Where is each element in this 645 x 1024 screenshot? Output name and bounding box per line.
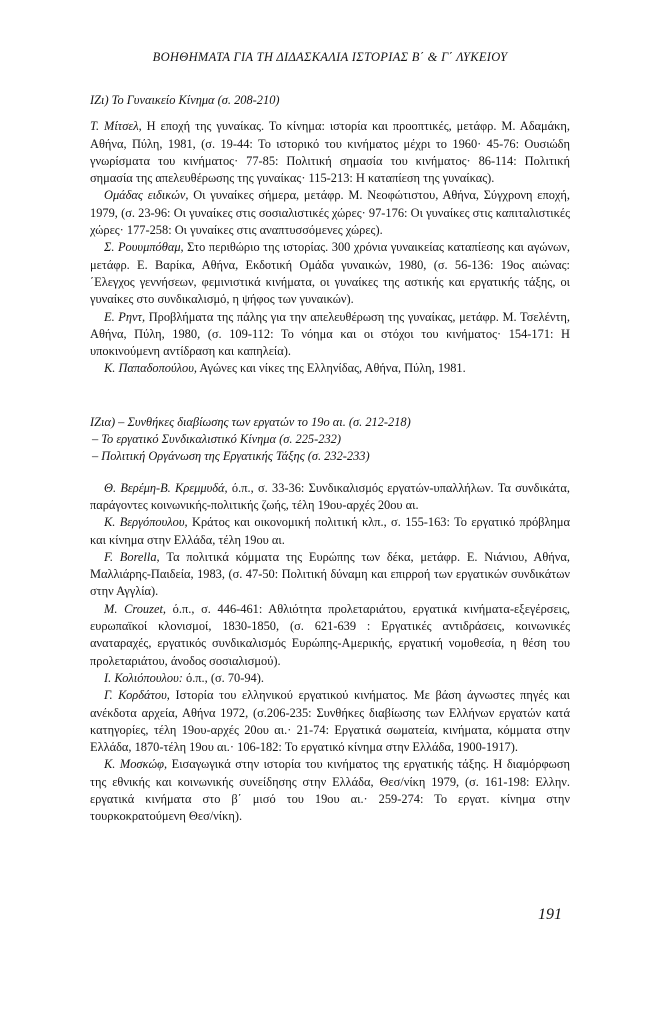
section-title-workers: ΙΖια) – Συνθήκες διαβίωσης των εργατών το 19ο αι. (σ. 212-218) — [90, 414, 411, 429]
reference-entry — [90, 601, 570, 670]
reference-entry — [90, 549, 570, 601]
reference-author: Κ. Μοσκώφ, — [104, 757, 168, 772]
reference-author: Θ. Βερέμη-Β. Κρεμμυδά, — [104, 480, 228, 495]
reference-author: Γ. Κορδάτου, — [104, 688, 170, 703]
reference-entry — [90, 187, 570, 239]
reference-author: Κ. Βεργόπουλου, — [104, 515, 188, 530]
reference-author: Ομάδας ειδικών, — [104, 188, 189, 203]
reference-text: Οι γυναίκες σήμερα, μετάφρ. Μ. Νεοφώτιστου, Αθήνα, Σύγχρονη εποχή, 1979, (σ. 23-96: Οι γυναίκες στις σοσιαλιστικές χώρες· 97-176: Οι γυναίκες στις καπιταλιστικές χώρες· 177-258: Οι γυναίκες στις αναπτυσσόμενες χώρες). — [90, 188, 570, 238]
reference-text: Τα πολιτικά κόμματα της Ευρώπης των δέκα, μετάφρ. Ε. Νιάνιου, Αθήνα, Μαλλιάρης-Παιδεία, 1983, (σ. 47-50: Πολιτική δύναμη και επιρροή των εργατικών συνδικάτων στην Αγγλία). — [90, 549, 570, 599]
reference-list-womens-movement — [90, 118, 570, 377]
reference-text: Η εποχή της γυναίκας. Το κίνημα: ιστορία και προοπτικές, μετάφρ. Μ. Αδαμάκη, Αθήνα, Πύλη, 1981, (σ. 19-44: Το ιστορικό του κινήματος μέχρι το 1960· 45-76: Ουσιώδη γνωρίσματα του κινήματος· 77-85: Πολιτική σημασία του κινήματος· 86-114: Πολιτική σημασία της απελευθέρωσης της γυναίκας· 115-213: Η καταπίεση της γυναίκας). — [90, 119, 570, 186]
running-header: ΒΟΗΘΗΜΑΤΑ ΓΙΑ ΤΗ ΔΙΔΑΣΚΑΛΙΑ ΙΣΤΟΡΙΑΣ Β΄ & Γ΄ ΛΥΚΕΙΟΥ — [152, 50, 508, 64]
reference-text: Προβλήματα της πάλης για την απελευθέρωση της γυναίκας, μετάφρ. Μ. Τσελέντη, Αθήνα, Πύλη, 1980, (σ. 109-112: Το νόημα και οι στόχοι του κινήματος· 154-171: Η υποκινούμενη αντίδραση και καπηλεία). — [90, 309, 571, 359]
reference-text: Ιστορία του ελληνικού εργατικού κινήματος. Με βάση άγνωστες πηγές και ανέκδοτα αρχεία, Αθήνα 1972, (σ.206-235: Συνθήκες διαβίωσης των Ελλήνων εργατών κατά κατηγορίες, τέλη 19ου-αρχές 20ου αι.· 21-74: Εργατικά σωματεία, κινήματα, κόμματα στην Ελλάδα, 1870-τέλη 19ου αι.· 106-182: Το εργατικό κίνημα στην Ελλάδα, 1900-1917). — [90, 688, 570, 755]
reference-author: Ε. Ρηντ, — [104, 309, 146, 324]
reference-author: F. Borella, — [104, 549, 160, 564]
section-spacer — [90, 466, 570, 480]
reference-entry — [90, 360, 570, 377]
section-subtitle: – Το εργατικό Συνδικαλιστικό Κίνημα (σ. 225-232) — [92, 432, 341, 447]
section-spacer — [90, 378, 570, 414]
reference-text: Στο περιθώριο της ιστορίας. 300 χρόνια γυναικείας καταπίεσης και αγώνων, μετάφρ. Ε. Βαρίκα, Αθήνα, Εκδοτική Ομάδα γυναικών, 1980, (σ. 56-136: 19ος αιώνας: ΄Ελεγχος γεννήσεων, φεμινιστικά κινήματα, οι γυναίκες της αστικής και εργατικής τάξης, οι γυναίκες στο συνδικαλισμό, η ψήφος των γυναικών). — [90, 240, 570, 307]
reference-entry — [90, 514, 570, 549]
reference-author: Σ. Ρουυμπόθαμ, — [104, 240, 184, 255]
reference-list-workers — [90, 480, 570, 826]
reference-author: M. Crouzet, — [104, 601, 166, 616]
reference-entry — [90, 687, 570, 756]
reference-author: Κ. Παπαδοπούλου, — [104, 361, 198, 376]
section-title-womens-movement: ΙΖι) Το Γυναικείο Κίνημα (σ. 208-210) — [90, 93, 280, 107]
page-number: 191 — [538, 906, 562, 923]
reference-entry — [90, 118, 570, 187]
reference-entry — [90, 670, 570, 687]
reference-entry — [90, 756, 570, 825]
reference-text: ό.π., (σ. 70-94). — [182, 670, 264, 685]
reference-text: Κράτος και οικονομική πολιτική κλπ., σ. 155-163: Το εργατικό πρόβλημα και κίνημα στην Ελλάδα, τέλη 19ου αι. — [90, 515, 570, 547]
reference-author: Τ. Μίτσελ, — [90, 119, 142, 134]
reference-text: Αγώνες και νίκες της Ελληνίδας, Αθήνα, Πύλη, 1981. — [197, 361, 466, 376]
reference-entry — [90, 480, 570, 515]
section-subtitle: – Πολιτική Οργάνωση της Εργατικής Τάξης (σ. 232-233) — [92, 449, 370, 464]
reference-entry — [90, 309, 570, 361]
reference-text: ό.π., σ. 33-36: Συνδικαλισμός εργατών-υπαλλήλων. Τα συνδικάτα, παράγοντες κοινωνικής-πολιτικής ζωής, τέλη 19ου-αρχές 20ου αι. — [90, 480, 570, 512]
reference-author: Ι. Κολιόπουλου: — [104, 670, 183, 685]
reference-text: Εισαγωγικά στην ιστορία του κινήματος της εργατικής τάξης. Η διαμόρφωση της εθνικής και κοινωνικής συνείδησης στην Ελλάδα, Θεσ/νίκη 1979, (σ. 161-198: Ελλην. εργατικά κινήματα στο β΄ μισό του 19ου αι.· 259-274: Το εργατ. κίνημα στην τουρκοκρατούμενη Θεσ/νίκη). — [90, 757, 570, 824]
page-content — [90, 92, 570, 826]
reference-text: ό.π., σ. 446-461: Αθλιότητα προλεταριάτου, εργατικά κινήματα-εξεγέρσεις, ευρωπαϊκοί κλονισμοί, 1830-1850, (σ. 621-639 : Εργατικές αντιδράσεις, κοινωνικές αναταραχές, εργατικός συνδικαλισμός Ευρώπης-Αμερικής, εργατική νομοθεσία, η θέση του προλεταριάτου, άνοδος σοσιαλισμού). — [90, 601, 570, 668]
reference-entry — [90, 239, 570, 308]
